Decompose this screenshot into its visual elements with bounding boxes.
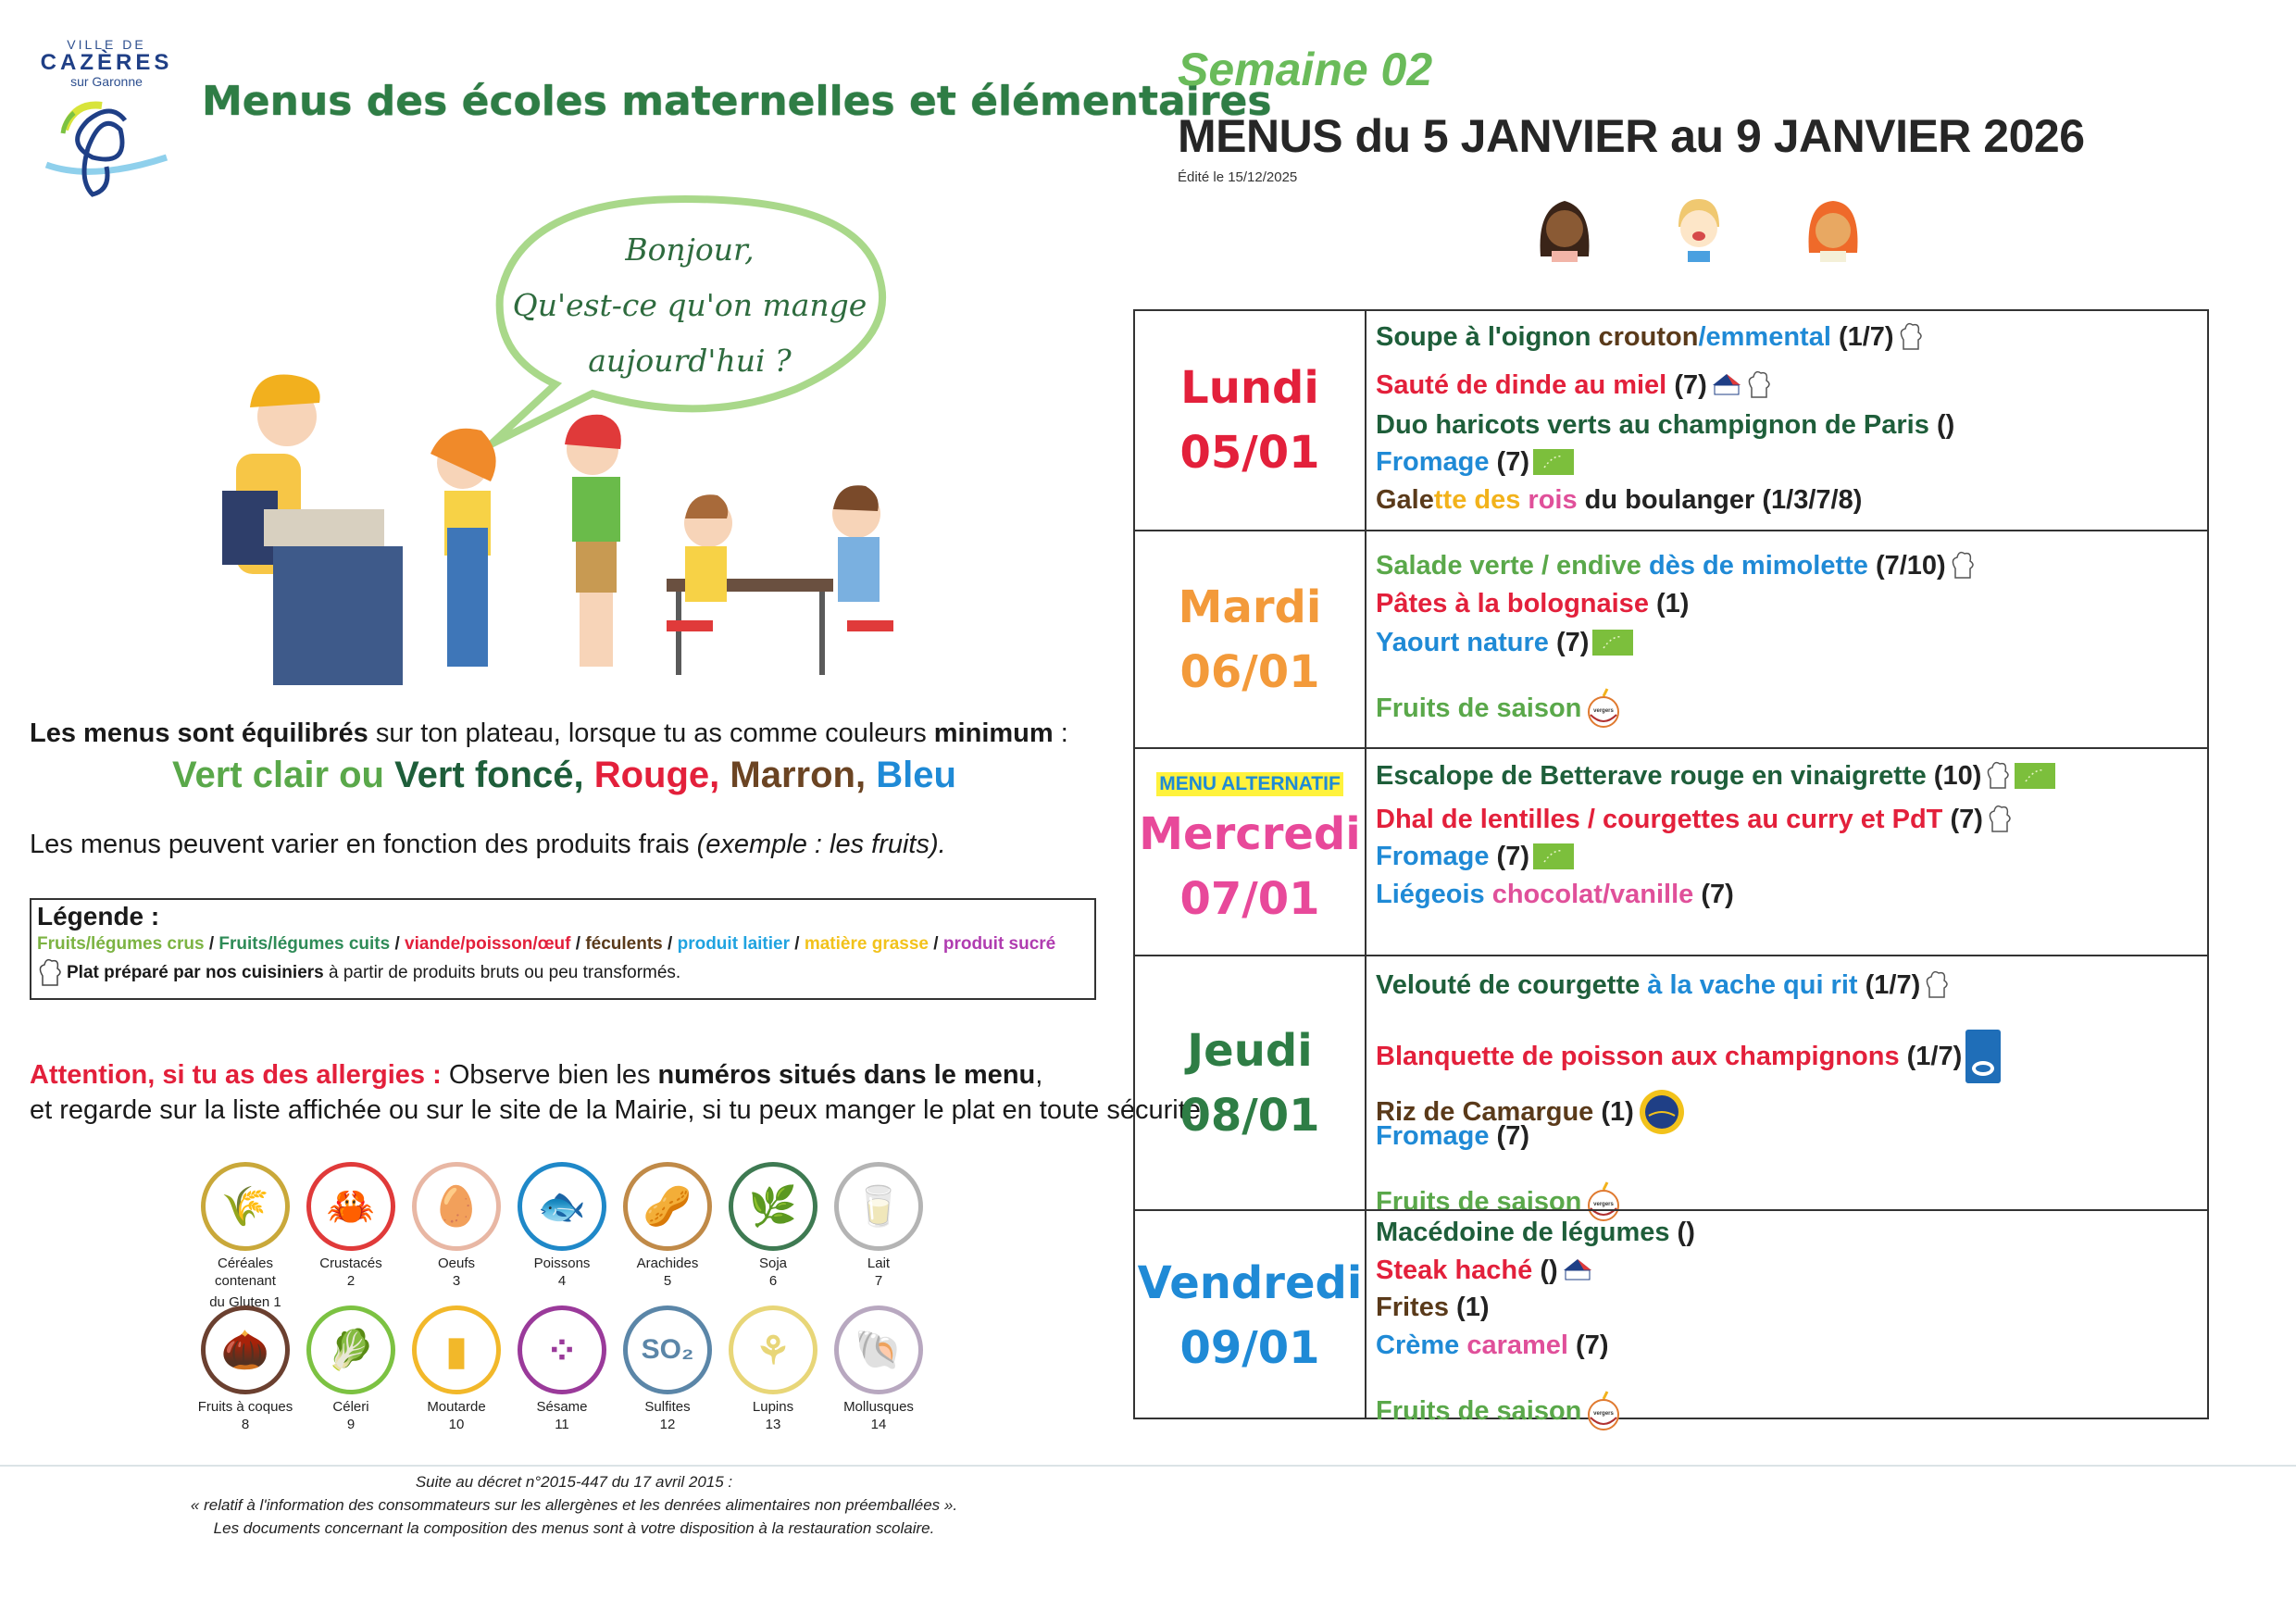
allergen-name: Soja xyxy=(758,1255,788,1271)
menu-item-text xyxy=(1376,627,1589,658)
volaille-francaise-label-icon xyxy=(1711,372,1742,398)
legend-category: produit laitier xyxy=(677,934,790,954)
allergen-number: 11 xyxy=(555,1417,569,1432)
nuts-icon: 🌰 xyxy=(201,1305,290,1394)
allergen-sesame xyxy=(506,1305,618,1433)
msc-sustainable-fishing-icon xyxy=(1965,1030,2001,1083)
menu-item-part: (1) xyxy=(1456,1293,1490,1322)
allergy-notice xyxy=(30,1057,1208,1128)
menu-item xyxy=(1376,1390,1622,1432)
bubble-line1: Bonjour, xyxy=(625,231,755,268)
lupin-icon: ⚘ xyxy=(729,1305,817,1394)
menu-item-part: (7) xyxy=(1496,842,1529,871)
menu-item-text xyxy=(1376,588,1689,619)
variation-text: Les menus peuvent varier en fonction des produits frais xyxy=(30,830,697,859)
footer-legal xyxy=(0,1470,1148,1540)
menu-item-text xyxy=(1376,1292,1489,1323)
menu-item-part: Blanquette de poisson aux champignons xyxy=(1376,1042,1907,1071)
menu-item-part: (1) xyxy=(1601,1097,1634,1127)
day-name: Vendredi xyxy=(1137,1256,1363,1309)
allergen-soy xyxy=(718,1162,829,1290)
menu-item-part: Velouté de courgette xyxy=(1376,970,1648,1000)
menu-item-text xyxy=(1376,1041,1962,1072)
kid-face-icon xyxy=(1528,190,1602,264)
menu-item-part: Fromage xyxy=(1376,447,1497,477)
fish-icon: 🐟 xyxy=(518,1162,606,1251)
menu-item-part: Duo haricots verts au champignon de Paris xyxy=(1376,410,1937,440)
day-cell xyxy=(1135,531,1366,747)
menu-item-part: Macédoine de légumes xyxy=(1376,1218,1678,1247)
day-date: 07/01 xyxy=(1179,873,1320,925)
allergy-title: Attention, si tu as des allergies : xyxy=(30,1060,442,1090)
menu-item xyxy=(1376,879,1734,910)
color-requirements xyxy=(172,755,956,796)
menu-item-part: (7) xyxy=(1701,880,1734,909)
allergen-name: Sulfites xyxy=(644,1399,691,1415)
menu-item-part: Pâtes à la bolognaise xyxy=(1376,589,1656,618)
menu-item-part: Fromage xyxy=(1376,1121,1497,1151)
allergen-mustard xyxy=(401,1305,512,1433)
menu-item xyxy=(1376,550,1976,581)
allergy-line2b: le plat xyxy=(923,1095,995,1125)
allergen-name: Lait xyxy=(867,1255,891,1271)
legend-category: matière grasse xyxy=(804,934,929,954)
menu-item-part: (7) xyxy=(1496,447,1529,477)
color-word: Marron, xyxy=(730,755,877,795)
celery-icon: 🥬 xyxy=(306,1305,395,1394)
menu-item-part: du boulanger (1/3/7/8) xyxy=(1577,485,1863,515)
logo-line1: VILLE DE xyxy=(67,37,146,52)
allergen-number: 9 xyxy=(346,1417,356,1432)
menu-item xyxy=(1376,369,1772,401)
menu-item xyxy=(1376,409,1954,441)
allergen-name: Fruits à coques xyxy=(197,1399,293,1415)
kid-face-icon xyxy=(1796,190,1870,264)
allergen-number: 5 xyxy=(663,1273,672,1289)
menu-item-part: Yaourt nature xyxy=(1376,628,1556,657)
menu-item-text xyxy=(1376,446,1529,478)
menu-item-part: (10) xyxy=(1933,761,1982,791)
chef-note-text: à partir de produits bruts ou peu transformés. xyxy=(323,963,681,982)
kids-faces xyxy=(1528,190,1916,264)
variation-example: (exemple : les fruits). xyxy=(696,830,946,859)
logo-line3: sur Garonne xyxy=(70,74,143,89)
allergen-peanut xyxy=(612,1162,723,1290)
allergen-number: 14 xyxy=(870,1417,887,1432)
allergen-name: Poissons xyxy=(533,1255,591,1271)
allergy-text1: Observe bien les xyxy=(441,1060,658,1090)
allergen-number: 6 xyxy=(768,1273,778,1289)
menu-item xyxy=(1376,1120,1529,1152)
allergen-name: Arachides xyxy=(636,1255,699,1271)
legend-separator: / xyxy=(929,934,943,954)
balance-end: : xyxy=(1053,718,1068,748)
chef-hat-icon xyxy=(1898,321,1924,353)
menu-item-part: (1/7) xyxy=(1906,1042,1963,1071)
legend-separator: / xyxy=(204,934,219,954)
chef-hat-icon xyxy=(1985,760,2011,792)
menu-item xyxy=(1376,1255,1593,1286)
allergen-number: 4 xyxy=(557,1273,567,1289)
allergen-number: 13 xyxy=(765,1417,781,1432)
legend-box xyxy=(30,898,1096,1000)
legend-separator: / xyxy=(662,934,678,954)
menu-item-part: Crème xyxy=(1376,1330,1467,1360)
week-label: Semaine 02 xyxy=(1178,44,1433,95)
menu-item-text xyxy=(1376,804,1983,835)
menu-item-text xyxy=(1376,1120,1529,1152)
menu-item-part: chocolat/vanille xyxy=(1491,880,1702,909)
day-cell xyxy=(1135,956,1366,1209)
menu-item-part: (7) xyxy=(1556,628,1590,657)
balance-bold: Les menus sont équilibrés xyxy=(30,718,368,748)
menu-item-text xyxy=(1376,841,1529,872)
speech-bubble xyxy=(491,222,889,389)
allergen-name: Céréales contenant xyxy=(215,1255,276,1289)
allergen-name: Céleri xyxy=(332,1399,369,1415)
legend-chef-note xyxy=(37,957,1089,989)
alternative-menu-badge: MENU ALTERNATIF xyxy=(1156,772,1343,796)
shell-icon: 🐚 xyxy=(834,1305,923,1394)
allergen-milk xyxy=(823,1162,934,1290)
logo-line2: CAZÈRES xyxy=(40,50,173,75)
day-name: Jeudi xyxy=(1187,1024,1313,1077)
allergen-number: 12 xyxy=(659,1417,676,1432)
menu-item-text xyxy=(1376,321,1894,353)
chef-hat-icon xyxy=(37,957,63,989)
chef-note-bold: Plat préparé par nos cuisiniers xyxy=(67,963,324,982)
menu-item xyxy=(1376,1292,1489,1323)
menu-item xyxy=(1376,760,2055,792)
menu-item-text xyxy=(1376,760,1981,792)
illustration-canteen xyxy=(185,185,1018,685)
city-logo xyxy=(28,37,185,213)
menu-item xyxy=(1376,1217,1695,1248)
allergen-name: Lupins xyxy=(752,1399,794,1415)
menu-item-text xyxy=(1376,409,1954,441)
vergers-ecoresponsables-icon xyxy=(1585,687,1622,730)
menu-item-text xyxy=(1376,484,1862,516)
menu-item-part: à la vache qui rit xyxy=(1647,970,1866,1000)
menu-item-part: (1/7) xyxy=(1838,322,1894,352)
allergy-bold1: numéros situés dans le menu xyxy=(657,1060,1036,1090)
svg-text:vergers: vergers xyxy=(1593,1202,1615,1207)
chef-hat-icon xyxy=(1950,550,1976,581)
page-title: Menus des écoles maternelles et élémentaires xyxy=(202,78,1272,125)
menu-item-text xyxy=(1376,1255,1558,1286)
allergen-name: Crustacés xyxy=(319,1255,382,1271)
bubble-line3: aujourd'hui ? xyxy=(588,343,792,379)
footer-line1: Suite au décret n°2015-447 du 17 avril 2015 : xyxy=(415,1473,733,1491)
allergen-number: 8 xyxy=(241,1417,250,1432)
menu-item-part: crouton xyxy=(1598,322,1699,352)
edited-date: Édité le 15/12/2025 xyxy=(1178,169,1298,185)
menu-item-part: Frites xyxy=(1376,1293,1457,1322)
legend-separator: / xyxy=(390,934,406,954)
allergy-line2a: et regarde sur la liste affichée ou sur le site de la Mairie, si tu peux manger xyxy=(30,1095,924,1125)
minimum-bold: minimum xyxy=(933,718,1054,748)
menu-item-part: Salade verte / endive xyxy=(1376,551,1649,581)
menu-item-part: Sauté de dinde au miel xyxy=(1376,370,1675,400)
menu-item-text xyxy=(1376,1330,1608,1361)
menu-item-part: Fromage xyxy=(1376,842,1497,871)
menu-item xyxy=(1376,627,1633,658)
day-cell xyxy=(1135,1211,1366,1419)
legend-category: viande/poisson/œuf xyxy=(405,934,571,954)
footer-line3: Les documents concernant la composition des menus sont à votre disposition à la restauration scolaire. xyxy=(213,1519,935,1537)
mustard-icon: ▮ xyxy=(412,1305,501,1394)
day-name: Mercredi xyxy=(1139,808,1361,860)
organic-eu-leaf-icon xyxy=(2015,763,2055,789)
menu-item-part: (1/7) xyxy=(1865,970,1921,1000)
day-row-vendredi xyxy=(1135,1209,2207,1426)
allergen-wheat xyxy=(190,1162,301,1311)
viande-francaise-label-icon xyxy=(1562,1257,1593,1283)
day-name: Lundi xyxy=(1180,362,1319,414)
day-name: Mardi xyxy=(1178,581,1322,633)
wheat-icon: 🌾 xyxy=(201,1162,290,1251)
allergen-sulfites xyxy=(612,1305,723,1433)
menu-item-part: (7) xyxy=(1576,1330,1609,1360)
menu-item-part: Escalope de Betterave rouge en vinaigrette xyxy=(1376,761,1934,791)
variation-note xyxy=(30,830,946,860)
menu-item-part: caramel xyxy=(1466,1330,1577,1360)
allergen-fish xyxy=(506,1162,618,1290)
menu-item xyxy=(1376,969,1950,1001)
menu-item-part: Liégeois xyxy=(1376,880,1492,909)
menu-item-part: (7) xyxy=(1674,370,1707,400)
allergen-celery xyxy=(295,1305,406,1433)
menu-item-part: Fruits de saison xyxy=(1376,1187,1582,1217)
menu-item-part: (7) xyxy=(1496,1121,1529,1151)
allergen-crab xyxy=(295,1162,406,1290)
menu-item-part: /emmental xyxy=(1698,322,1839,352)
day-date: 05/01 xyxy=(1179,427,1320,479)
eggs-icon: 🥚 xyxy=(412,1162,501,1251)
allergen-shell xyxy=(823,1305,934,1433)
peanut-icon: 🥜 xyxy=(623,1162,712,1251)
day-row-mercredi xyxy=(1135,747,2207,955)
kid-face-icon xyxy=(1662,190,1736,264)
logo-c-emblem-icon xyxy=(37,93,176,204)
menu-item-part: (7/10) xyxy=(1875,551,1946,581)
menu-item xyxy=(1376,687,1622,730)
igp-label-icon xyxy=(1638,1088,1686,1136)
menu-item xyxy=(1376,804,2013,835)
menu-item-part: () xyxy=(1540,1255,1558,1285)
chef-hat-icon xyxy=(1924,969,1950,1001)
menu-item-text xyxy=(1376,369,1707,401)
menu-item xyxy=(1376,1330,1608,1361)
color-word: Bleu xyxy=(876,755,956,795)
allergen-nuts xyxy=(190,1305,301,1433)
menu-item-text xyxy=(1376,550,1946,581)
legend-categories xyxy=(37,931,1089,957)
menu-item-text xyxy=(1376,969,1920,1001)
menu-item-part: Soupe à l'oignon xyxy=(1376,322,1599,352)
menu-item xyxy=(1376,1030,2001,1083)
color-word: Rouge, xyxy=(593,755,730,795)
allergen-name2: du Gluten 1 xyxy=(209,1294,281,1310)
organic-eu-leaf-icon xyxy=(1533,449,1574,475)
menu-item-part: Riz de Camargue xyxy=(1376,1097,1602,1127)
menu-item xyxy=(1376,484,1862,516)
menu-item-part: Fruits de saison xyxy=(1376,693,1582,723)
allergen-name: Mollusques xyxy=(843,1399,914,1415)
day-date: 06/01 xyxy=(1179,645,1320,698)
color-word: Vert foncé, xyxy=(394,755,594,795)
menu-item xyxy=(1376,588,1689,619)
menu-item-text xyxy=(1376,1395,1581,1427)
day-date: 08/01 xyxy=(1179,1089,1320,1142)
vergers-ecoresponsables-icon xyxy=(1585,1390,1622,1432)
menu-table xyxy=(1133,309,2209,1426)
menus-date-range: MENUS du 5 JANVIER au 9 JANVIER 2026 xyxy=(1178,110,2085,162)
day-row-jeudi xyxy=(1135,955,2207,1217)
allergen-eggs xyxy=(401,1162,512,1290)
bubble-line2: Qu'est-ce qu'on mange xyxy=(512,287,867,323)
day-cell xyxy=(1135,311,1366,530)
allergy-line2c: en toute sécurité. xyxy=(994,1095,1208,1125)
milk-icon: 🥛 xyxy=(834,1162,923,1251)
legend-title: Légende : xyxy=(37,902,160,931)
sesame-icon: ⁘ xyxy=(518,1305,606,1394)
allergen-number: 7 xyxy=(874,1273,883,1289)
svg-text:vergers: vergers xyxy=(1593,1411,1615,1417)
menu-item-part: tte des xyxy=(1433,485,1529,515)
menu-item-part: (7) xyxy=(1950,805,1983,834)
menu-item-part: Fruits de saison xyxy=(1376,1396,1582,1426)
sulfites-icon: SO₂ xyxy=(623,1305,712,1394)
chef-hat-icon xyxy=(1987,804,2013,835)
day-cell xyxy=(1135,749,1366,955)
menu-item-part: Dhal de lentilles / courgettes au curry et PdT xyxy=(1376,805,1951,834)
menu-item xyxy=(1376,446,1574,478)
day-date: 09/01 xyxy=(1179,1321,1320,1374)
menu-item-part: Gale xyxy=(1376,485,1434,515)
menu-item xyxy=(1376,841,1574,872)
legend-category: féculents xyxy=(585,934,663,954)
allergen-name: Sésame xyxy=(536,1399,588,1415)
menu-item-part: Steak haché xyxy=(1376,1255,1541,1285)
soy-icon: 🌿 xyxy=(729,1162,817,1251)
footer-line2: « relatif à l'information des consommateurs sur les allergènes et les denrées alimentaires non préemballées ». xyxy=(190,1496,958,1514)
menu-item-part: () xyxy=(1936,410,1955,440)
day-row-lundi xyxy=(1135,311,2207,530)
menu-item-part: rois xyxy=(1528,485,1578,515)
footer-divider xyxy=(0,1465,2296,1467)
legend-category: Fruits/légumes crus xyxy=(37,934,205,954)
crab-icon: 🦀 xyxy=(306,1162,395,1251)
legend-category: Fruits/légumes cuits xyxy=(218,934,391,954)
organic-eu-leaf-icon xyxy=(1533,843,1574,869)
color-word: Vert clair ou xyxy=(172,755,395,795)
organic-eu-leaf-icon xyxy=(1592,630,1633,656)
legend-separator: / xyxy=(790,934,805,954)
allergy-text2: , xyxy=(1035,1060,1043,1090)
day-row-mardi xyxy=(1135,530,2207,747)
balance-intro xyxy=(30,718,1068,749)
menu-item-text xyxy=(1376,1217,1695,1248)
legend-separator: / xyxy=(570,934,586,954)
menu-item-part: dès de mimolette xyxy=(1648,551,1876,581)
allergen-number: 2 xyxy=(346,1273,356,1289)
menu-item-part: (1) xyxy=(1656,589,1690,618)
allergen-name: Moutarde xyxy=(427,1399,486,1415)
menu-item-text xyxy=(1376,693,1581,724)
menu-item-part: () xyxy=(1677,1218,1695,1247)
menu-item-text xyxy=(1376,879,1734,910)
menu-item xyxy=(1376,321,1924,353)
allergen-name: Oeufs xyxy=(437,1255,476,1271)
chef-hat-icon xyxy=(1746,369,1772,401)
allergen-number: 10 xyxy=(448,1417,465,1432)
allergen-lupin xyxy=(718,1305,829,1433)
svg-text:vergers: vergers xyxy=(1593,708,1615,714)
legend-category: produit sucré xyxy=(942,934,1056,954)
allergen-number: 3 xyxy=(452,1273,461,1289)
balance-text: sur ton plateau, lorsque tu as comme couleurs xyxy=(368,718,934,748)
